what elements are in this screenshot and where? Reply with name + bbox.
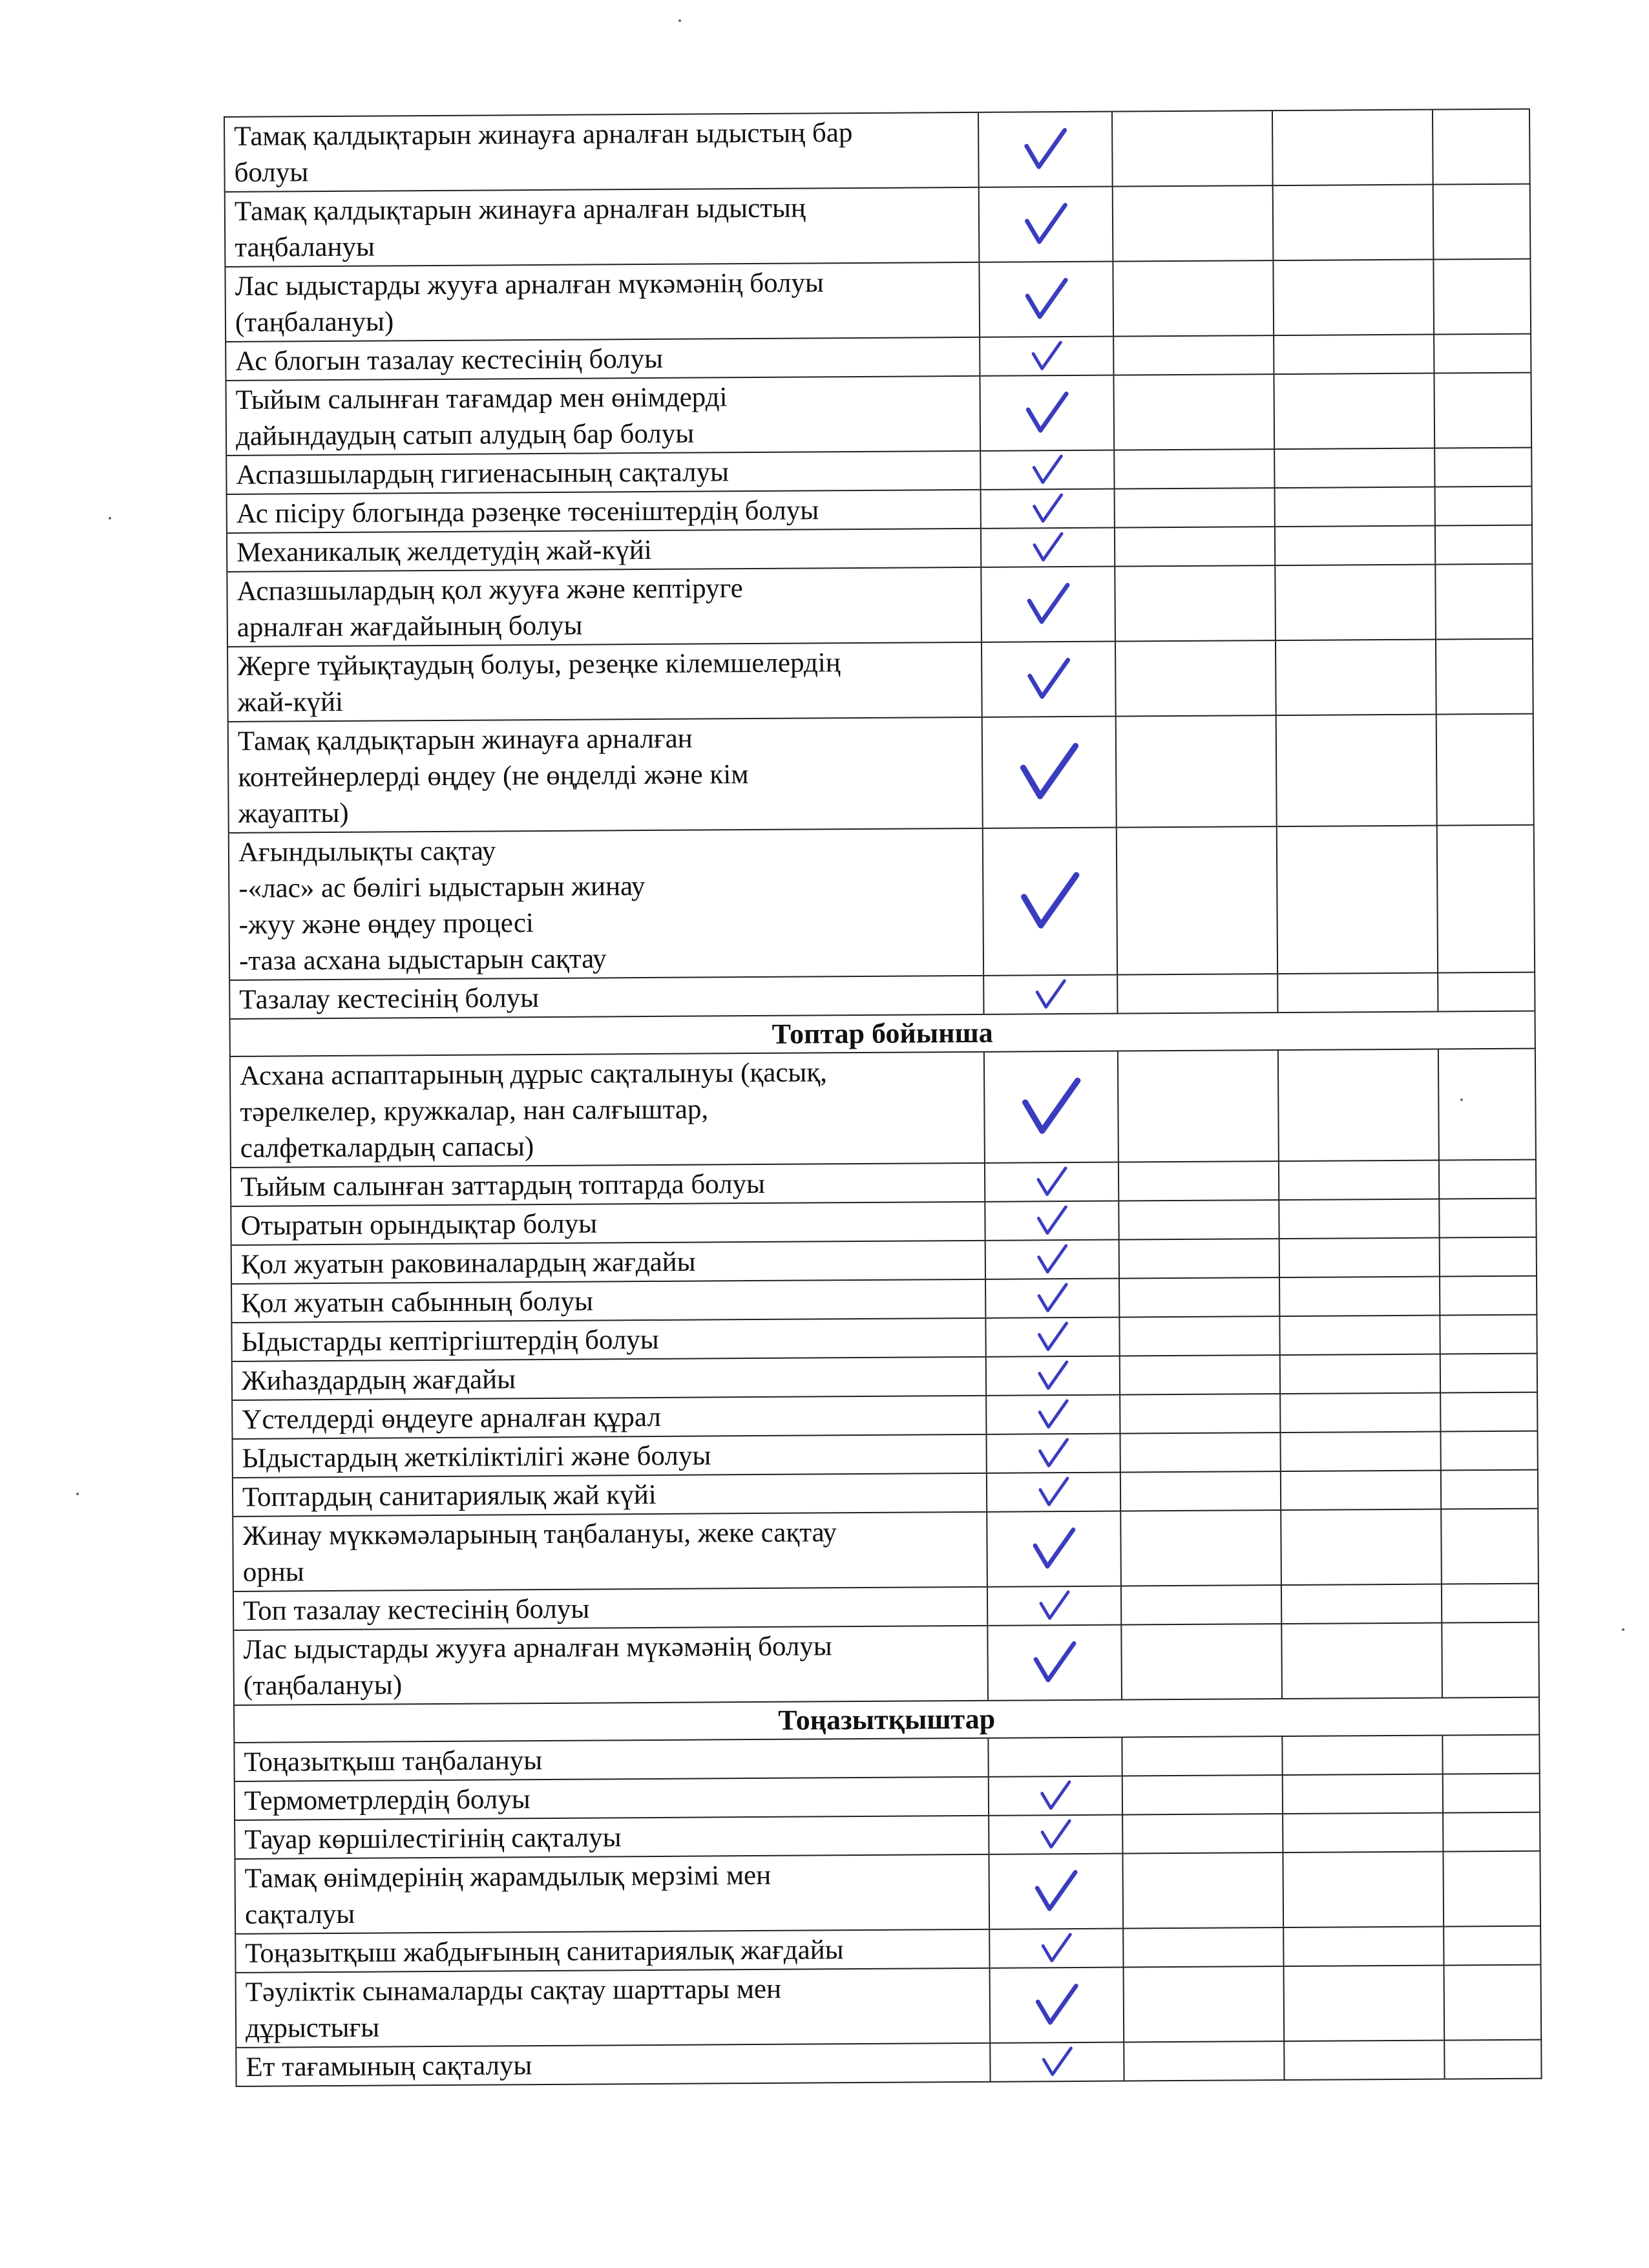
criterion-cell [235, 1778, 989, 1820]
empty-cell [1121, 1472, 1281, 1511]
check-cell [989, 1854, 1124, 1929]
criterion-text: Топ тазалау кестесінің болуы [242, 1593, 590, 1626]
checkmark-icon [1039, 1780, 1071, 1812]
criterion-text: дайындаудың сатып алудың бар болуы [235, 418, 695, 452]
empty-cell [1113, 186, 1274, 261]
criterion-text: салфеткалардың сапасы) [240, 1131, 534, 1164]
criterion-cell [235, 1739, 989, 1781]
criterion-cell [234, 1588, 988, 1630]
empty-cell [1441, 1354, 1537, 1392]
empty-cell [1121, 1511, 1282, 1586]
empty-cell [1279, 1200, 1440, 1239]
checkmark-icon [1018, 741, 1080, 804]
empty-cell [1124, 1967, 1285, 2042]
criterion-text: орны [242, 1557, 304, 1588]
empty-cell [1122, 1624, 1283, 1699]
checklist-row [236, 1966, 1542, 2048]
empty-cell [1440, 1238, 1536, 1276]
empty-cell [1115, 450, 1275, 488]
check-cell [989, 1816, 1123, 1854]
checkmark-icon [1034, 1982, 1079, 2028]
criterion-cell [229, 718, 983, 832]
empty-cell [1445, 1966, 1541, 2040]
checkmark-icon [1024, 390, 1069, 436]
empty-cell [1274, 260, 1434, 335]
empty-cell [1442, 1509, 1538, 1584]
criterion-text: Тамақ қалдықтарын жинауға арналған ыдыстың [234, 193, 806, 227]
empty-cell [1439, 1049, 1535, 1160]
criterion-text: -таза асхана ыдыстарын сақтау [238, 943, 607, 976]
empty-cell [1275, 449, 1435, 488]
checkmark-icon [1036, 1204, 1068, 1237]
empty-cell [1124, 1928, 1284, 1967]
empty-cell [1280, 1239, 1440, 1277]
criterion-cell [229, 829, 984, 980]
criterion-cell [228, 643, 983, 721]
criterion-text: Тазалау кестесінің болуы [239, 983, 540, 1015]
criterion-cell [231, 1164, 985, 1206]
criterion-cell [235, 1855, 990, 1933]
criterion-text: дұрыстығы [245, 2012, 380, 2044]
empty-cell [1273, 110, 1434, 185]
empty-cell [1282, 1624, 1443, 1699]
empty-cell [1434, 373, 1531, 448]
criterion-text: Ағындылықты сақтау [238, 835, 496, 868]
checkmark-icon [1036, 1282, 1069, 1314]
empty-cell [1282, 1585, 1442, 1624]
empty-cell [1444, 1774, 1539, 1812]
criterion-text: Термометрлердің болуы [244, 1784, 530, 1816]
checklist-row [229, 826, 1535, 981]
empty-cell [1113, 261, 1274, 336]
empty-cell [1436, 526, 1531, 564]
criterion-cell [236, 1930, 990, 1972]
checkmark-icon [1040, 1932, 1073, 1964]
criterion-text: Отыратын орындықтар болуы [240, 1208, 598, 1241]
criterion-cell [231, 1053, 985, 1167]
check-cell [980, 376, 1115, 450]
empty-cell [1442, 1584, 1538, 1622]
checkmark-icon [1031, 454, 1064, 486]
checklist-row [234, 1623, 1540, 1706]
criterion-cell [231, 1202, 985, 1244]
empty-cell [1442, 1623, 1539, 1697]
checkmark-icon [1025, 582, 1071, 627]
check-cell [989, 1777, 1123, 1815]
criterion-cell [235, 1816, 989, 1858]
check-cell [991, 2043, 1124, 2081]
checklist-table [224, 109, 1542, 2087]
criterion-cell [227, 568, 982, 646]
criterion-cell [236, 2044, 991, 2086]
check-cell [979, 112, 1113, 187]
criterion-cell [232, 1280, 986, 1322]
check-cell [986, 1279, 1120, 1318]
empty-cell [1438, 973, 1534, 1011]
checkmark-icon [1019, 870, 1082, 933]
check-cell [985, 1163, 1119, 1201]
checklist-row [226, 260, 1531, 342]
empty-cell [1123, 1853, 1284, 1928]
empty-cell [1284, 1927, 1444, 1966]
empty-cell [1442, 1471, 1537, 1509]
check-cell [980, 262, 1114, 337]
empty-cell [1436, 640, 1533, 714]
empty-cell [1285, 1966, 1445, 2041]
empty-cell [1118, 974, 1278, 1013]
check-cell [980, 337, 1114, 375]
empty-cell [1438, 826, 1534, 972]
empty-cell [1114, 375, 1275, 450]
empty-cell [1279, 1050, 1440, 1161]
check-cell [987, 1357, 1120, 1395]
criterion-text: Тамақ қалдықтарын жинауға арналған ыдыстың бар [234, 118, 853, 152]
checkmark-icon [1033, 1869, 1078, 1914]
empty-cell [1115, 566, 1276, 641]
empty-cell [1434, 335, 1530, 373]
check-cell [985, 1052, 1119, 1162]
check-cell [984, 976, 1118, 1014]
empty-cell [1440, 1277, 1536, 1315]
empty-cell [1444, 1852, 1540, 1926]
checkmark-icon [1023, 202, 1068, 247]
empty-cell [1120, 1356, 1281, 1394]
criterion-text: Ас пісіру блогында рәзеңке төсеніштердің болуы [236, 495, 819, 529]
empty-cell [1283, 1853, 1444, 1927]
criterion-text: Қол жуатын сабынның болуы [241, 1286, 594, 1319]
checklist-row [229, 715, 1535, 834]
check-cell [988, 1626, 1122, 1700]
empty-cell [1281, 1433, 1441, 1471]
checklist-row [228, 640, 1534, 722]
checklist-row [227, 373, 1533, 456]
check-cell [988, 1587, 1122, 1625]
empty-cell [1274, 185, 1434, 260]
checkmark-icon [1026, 656, 1071, 702]
empty-cell [1277, 715, 1438, 826]
empty-cell [1120, 1394, 1281, 1433]
criterion-cell [233, 1513, 988, 1591]
empty-cell [1114, 336, 1274, 375]
empty-cell [1115, 527, 1276, 566]
checkmark-icon [1037, 1437, 1069, 1469]
empty-cell [1117, 827, 1278, 974]
check-cell [981, 451, 1115, 489]
criterion-text: Тәуліктік сынамаларды сақтау шарттары мен [245, 1973, 782, 2008]
empty-cell [1283, 1775, 1444, 1814]
section-heading: Топтар бойынша [231, 1012, 1536, 1057]
empty-cell [1122, 1586, 1282, 1624]
criterion-text: Жиһаздардың жағдайы [241, 1364, 516, 1396]
empty-cell [1434, 185, 1530, 259]
criterion-cell [233, 1358, 987, 1400]
empty-cell [1281, 1471, 1442, 1510]
empty-cell [1117, 716, 1277, 827]
empty-cell [1120, 1317, 1280, 1356]
checkmark-icon [1041, 2046, 1073, 2078]
empty-cell [1440, 1160, 1535, 1199]
criterion-text: Тыйым салынған заттардың топтарда болуы [240, 1168, 766, 1202]
checkmark-icon [1036, 1321, 1069, 1353]
empty-cell [1280, 1277, 1440, 1316]
check-cell [982, 529, 1115, 567]
criterion-cell [227, 490, 982, 532]
check-cell [982, 567, 1116, 642]
criterion-cell [226, 188, 980, 266]
empty-cell [1278, 974, 1438, 1013]
empty-cell [1120, 1433, 1281, 1472]
empty-cell [1440, 1316, 1536, 1354]
empty-cell [1120, 1239, 1280, 1278]
criterion-text: Ыдыстарды кептіргіштердің болуы [241, 1324, 659, 1358]
empty-cell [1119, 1201, 1279, 1239]
scan-speck [678, 19, 681, 22]
criterion-text: Қол жуатын раковиналардың жағдайы [240, 1246, 696, 1280]
check-cell [983, 717, 1117, 828]
criterion-cell [225, 113, 980, 191]
empty-cell [1120, 1278, 1280, 1317]
empty-cell [1124, 2042, 1285, 2081]
empty-cell [1436, 565, 1532, 639]
empty-cell [1434, 260, 1530, 334]
criterion-text: (таңбалануы) [235, 306, 394, 338]
empty-cell [1276, 488, 1436, 527]
criterion-cell [232, 1241, 986, 1283]
checklist-row [226, 185, 1531, 268]
criterion-cell [226, 338, 980, 380]
criterion-text: Аспазшылардың қол жууға және кептіруге [236, 573, 743, 607]
criterion-text: Ет тағамының сақталуы [246, 2050, 532, 2083]
criterion-text: Тыйым салынған тағамдар мен өнімдерді [235, 382, 728, 415]
check-cell [990, 1929, 1124, 1968]
criterion-text: Үстелдерді өңдеуге арналған құрал [242, 1402, 662, 1435]
criterion-text: сақталуы [244, 1898, 355, 1930]
empty-cell [1444, 1927, 1540, 1965]
criterion-text: Механикалық желдетудің жай-күйі [236, 534, 652, 568]
criterion-text: Тамақ өнімдерінің жарамдылық мерзімі мен [244, 1860, 772, 1894]
criterion-cell [236, 1969, 991, 2047]
criterion-text: жай-күйі [237, 686, 344, 718]
checkmark-icon [1020, 1076, 1083, 1139]
checklist-row [233, 1509, 1539, 1592]
empty-cell [1281, 1510, 1442, 1585]
empty-cell [1119, 1051, 1279, 1162]
checklist-row [227, 565, 1533, 647]
checkmark-icon [1035, 1166, 1067, 1198]
empty-cell [1283, 1814, 1444, 1853]
criterion-text: -«лас» ас бөлігі ыдыстарын жинау [238, 871, 646, 904]
empty-cell [1276, 527, 1436, 565]
criterion-text: Ыдыстардың жеткіліктілігі және болуы [242, 1440, 711, 1474]
empty-cell [1115, 488, 1276, 527]
criterion-text: Лас ыдыстарды жууға арналған мүкәмәнің болуы [235, 268, 824, 302]
checkmark-icon [1031, 531, 1064, 563]
empty-cell [1279, 1161, 1440, 1200]
criterion-cell [234, 1626, 989, 1705]
empty-cell [1281, 1355, 1441, 1394]
criterion-cell [232, 1319, 986, 1361]
criterion-text: Жерге тұйықтаудың болуы, резеңке кілемшелердің [237, 647, 841, 682]
criterion-text: Топтардың санитариялық жай күйі [242, 1479, 656, 1513]
scan-speck [109, 517, 111, 520]
check-cell [991, 1968, 1125, 2042]
check-cell [987, 1473, 1121, 1511]
check-cell [982, 642, 1117, 717]
criterion-text: тәрелкелер, кружкалар, нан салғыштар, [240, 1094, 709, 1128]
checkmark-icon [1036, 1360, 1069, 1392]
criterion-cell [227, 377, 982, 455]
empty-cell [1435, 448, 1531, 487]
check-cell [986, 1318, 1120, 1356]
checkmark-icon [1024, 277, 1069, 322]
empty-cell [1285, 2041, 1445, 2080]
criterion-text: арналған жағдайының болуы [236, 610, 583, 643]
check-cell [987, 1396, 1120, 1434]
empty-cell [1123, 1776, 1283, 1814]
empty-cell [1280, 1316, 1440, 1355]
check-cell [980, 187, 1114, 262]
empty-cell [1283, 1736, 1443, 1775]
criterion-cell [227, 452, 981, 494]
checkmark-icon [1038, 1590, 1070, 1622]
criterion-text: (таңбалануы) [243, 1670, 403, 1701]
criterion-text: Тоңазытқыш таңбалануы [244, 1745, 543, 1778]
check-cell [986, 1241, 1120, 1279]
criterion-cell [233, 1396, 987, 1438]
scan-speck [76, 1493, 79, 1495]
empty-cell [1274, 374, 1435, 449]
checkmark-icon [1031, 1526, 1077, 1571]
checkmark-icon [1031, 492, 1064, 525]
empty-cell [1436, 487, 1531, 525]
checkmark-icon [1035, 978, 1067, 1011]
criterion-text: Ас блогын тазалау кестесінің болуы [235, 343, 664, 377]
empty-cell [1123, 1814, 1283, 1853]
criterion-cell [230, 976, 984, 1018]
criterion-cell [233, 1435, 987, 1477]
checkmark-icon [1037, 1476, 1069, 1508]
empty-cell [1113, 111, 1274, 186]
empty-cell [1440, 1199, 1535, 1237]
checkmark-icon [1032, 1640, 1077, 1685]
scan-speck [1622, 1628, 1624, 1631]
empty-cell [1441, 1393, 1537, 1431]
empty-cell [1444, 1813, 1539, 1851]
criterion-text: болуы [234, 157, 309, 188]
empty-cell [1122, 1737, 1283, 1776]
criterion-cell [226, 263, 980, 341]
criterion-text: Лас ыдыстарды жууға арналған мүкәмәнің болуы [243, 1631, 832, 1665]
check-cell [989, 1738, 1122, 1776]
criterion-text: Жинау мүккәмәларының таңбалануы, жеке сақтау [242, 1517, 837, 1551]
checklist-row [235, 1852, 1541, 1935]
empty-cell [1276, 565, 1436, 640]
empty-cell [1441, 1432, 1537, 1470]
empty-cell [1274, 335, 1434, 374]
check-cell [985, 1202, 1119, 1240]
checkmark-icon [1023, 127, 1068, 172]
empty-cell [1277, 826, 1438, 974]
criterion-text: -жуу және өңдеу процесі [238, 908, 534, 940]
empty-cell [1119, 1162, 1279, 1201]
criterion-cell [233, 1474, 987, 1516]
criterion-text: Аспазшылардың гигиенасының сақталуы [236, 457, 730, 490]
empty-cell [1116, 641, 1277, 716]
check-cell [983, 828, 1118, 975]
empty-cell [1437, 715, 1533, 825]
empty-cell [1433, 110, 1529, 184]
empty-cell [1281, 1394, 1441, 1433]
check-cell [982, 490, 1115, 528]
section-heading: Тоңазытқыштар [235, 1698, 1540, 1743]
checkmark-icon [1036, 1243, 1068, 1276]
checkmark-icon [1031, 340, 1063, 372]
checklist-row [231, 1049, 1537, 1168]
criterion-text: контейнерлерді өңдеу (не өңделді және кім [238, 759, 749, 793]
empty-cell [1443, 1736, 1539, 1774]
checklist-row [225, 110, 1531, 193]
empty-cell [1445, 2041, 1540, 2079]
scan-speck [1460, 1098, 1463, 1101]
check-cell [987, 1512, 1122, 1586]
criterion-text: Тоңазытқыш жабдығының санитариялық жағдайы [245, 1935, 844, 1969]
criterion-text: Тауар көршілестігінің сақталуы [244, 1822, 622, 1855]
criterion-cell [227, 529, 982, 571]
empty-cell [1276, 640, 1437, 715]
check-cell [987, 1434, 1120, 1473]
checkmark-icon [1040, 1818, 1072, 1851]
checkmark-icon [1037, 1398, 1069, 1431]
criterion-text: жауапты) [238, 797, 349, 829]
checklist-row [236, 2041, 1542, 2087]
criterion-text: Асхана аспаптарының дұрыс сақталынуы (қасық, [239, 1057, 828, 1091]
criterion-text: Тамақ қалдықтарын жинауға арналған [237, 723, 693, 757]
criterion-text: таңбалануы [235, 231, 375, 263]
